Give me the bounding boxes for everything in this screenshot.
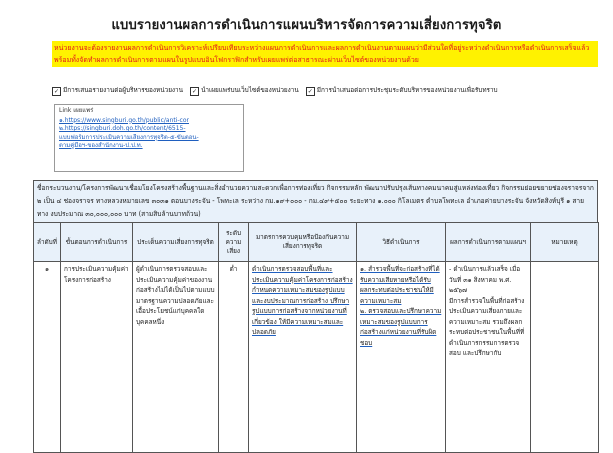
cell-note <box>531 262 599 453</box>
cell-no: ๑ <box>34 262 61 453</box>
header-note: หมายเหตุ <box>531 223 599 262</box>
header-step: ขั้นตอนการดำเนินการ <box>61 223 133 262</box>
checkbox-group <box>52 85 602 96</box>
header-no: ลำดับที่ <box>34 223 61 262</box>
header-method: วิธีดำเนินการ <box>357 223 446 262</box>
page-title: แบบรายงานผลการดำเนินการแผนบริหารจัดการความเสี่ยงการทุจริต <box>111 18 502 33</box>
link-anti-cor[interactable]: ๑.https://www.singburi.go.th/public/anti-cor <box>59 116 189 124</box>
cell-measure: ดำเนินการตรวจสอบพื้นที่และประเมินความคุ้มค่าโครงการก่อสร้าง กำหนดความเหมาะสมของรูปแบบและงบประมาณการก่อสร้าง ปรึกษารูปแบบการก่อสร้างจากหน่วยงานที่เกี่ยวข้อง ให้มีความเหมาะสมและปลอดภัย <box>249 262 357 453</box>
checkbox-icon: ✓ <box>192 88 198 95</box>
table-row <box>34 262 599 453</box>
header-result: ผลการดำเนินการตามแผนฯ <box>446 223 531 262</box>
link-doh-content-line3[interactable]: ตามคู่มือฯ-ของสำนักงาน-ป.ป.ท. <box>59 142 143 149</box>
cell-method: ๑. สำรวจพื้นที่จะก่อสร้างที่ได้รับความเสียหายหรือได้รับผลกระทบต่อประชาชนให้มีความเหมาะสม ๒. ตรวจสอบและปรึกษาความเหมาะสมของรูปแบบการก่อสร้างแก่หน่วยงานที่รับผิดชอบ <box>357 262 446 453</box>
header-risk: ประเด็นความเสี่ยงการทุจริต <box>133 223 219 262</box>
checkbox-present-meeting[interactable]: ✓ มีการนำเสนอต่อการประชุมระดับบริหารของหน่วยงานเพื่อรับทราบ <box>307 86 498 95</box>
checkbox-icon: ✓ <box>307 88 313 95</box>
cell-risk: ผู้ดำเนินการตรวจสอบและประเมินความคุ้มค่าของงานก่อสร้างไม่ได้เป็นไปตามแบบมาตรฐานความปลอดภัยและเอื้อประโยชน์แก่บุคคลใดบุคคลหนึ่ง <box>133 262 219 453</box>
checkbox-publish-website[interactable]: ✓ นำเผยแพร่บนเว็บไซต์ของหน่วยงาน <box>192 86 299 95</box>
header-level: ระดับความเสี่ยง <box>219 223 249 262</box>
risk-table <box>33 222 599 453</box>
cell-step: การประเมินความคุ้มค่าโครงการก่อสร้าง <box>61 262 133 453</box>
checkbox-icon: ✓ <box>53 88 60 95</box>
header-measure: มาตรการควบคุมหรือป้องกันความเสี่ยงการทุจริต <box>249 223 357 262</box>
link-doh-content-line2[interactable]: แบบฟอร์มการประเมินความเสี่ยงการทุจริต-๕-ขั้นตอน- <box>59 133 199 141</box>
cell-result: - ดำเนินการแล้วเสร็จ เมื่อวันที่ ๓๑ สิงหาคม พ.ศ. ๒๕๖๗ มีการสำรวจในพื้นที่ก่อสร้าง ประเมินความเสี่ยงภายและความเหมาะสม รวมถึงผลกระทบต่อประชาชนในพื้นที่ที่ดำเนินการกรรมการตรวจสอบ และปรึกษากับ <box>446 262 531 453</box>
link-doh-content[interactable]: ๒.https://singburi.doh.go.th/content/6515- <box>59 125 186 132</box>
instruction-text: หน่วยงานจะต้องรายงานผลการดำเนินการวิเคราะห์เปรียบเทียบระหว่างแผนการดำเนินการและผลการดำเนินงานตามแผนว่ามีส่วนใดที่อยู่ระหว่างดำเนินการหรือดำเนินการเสร็จแล้ว พร้อมทั้งจัดทำผลการดำเนินการตามแผนในรูปแบบอินโฟกราฟิกสำหรับเผยแพร่ต่อสาธารณะผ่านเว็บไซต์ของหน่วยงานด้วย <box>52 41 598 67</box>
checkbox-report-executive[interactable]: ✓ มีการเสนอรายงานต่อผู้บริหารของหน่วยงาน <box>53 86 184 95</box>
cell-level: ต่ำ <box>219 262 249 453</box>
project-description: ชื่อกระบวนงาน/โครงการพัฒนาเชื่อมโยงโครงสร้างพื้นฐานและสิ่งอำนวยความสะดวกเพื่อการท่องเที่ยว กิจกรรมหลัก พัฒนาปรับปรุงเส้นทางคมนาคมสู่แหล่งท่องเที่ยว กิจกรรมย่อยขยายช่องจราจรจาก ๒ เป็น ๔ ช่องจราจร ทางหลวงหมายเลข ๓๐๓๑ ตอนบางระจัน - โพทะเล ระหว่าง กม.๑๙+๐๐๐ - กม.๔๙+๕๐๐ ระยะทาง ๑.๐๐๐ กิโลเมตร ตำบลโพทะเล อำเภอค่ายบางระจัน จังหวัดสิงห์บุรี ๑ สายทาง งบประมาณ ๓๐,๐๐๐,๐๐๐ บาท (สามสิบล้านบาทถ้วน) <box>33 180 598 222</box>
publish-links-box <box>54 104 244 172</box>
links-label: Link เผยแพร่ <box>59 107 94 114</box>
table-header-row <box>34 223 599 262</box>
